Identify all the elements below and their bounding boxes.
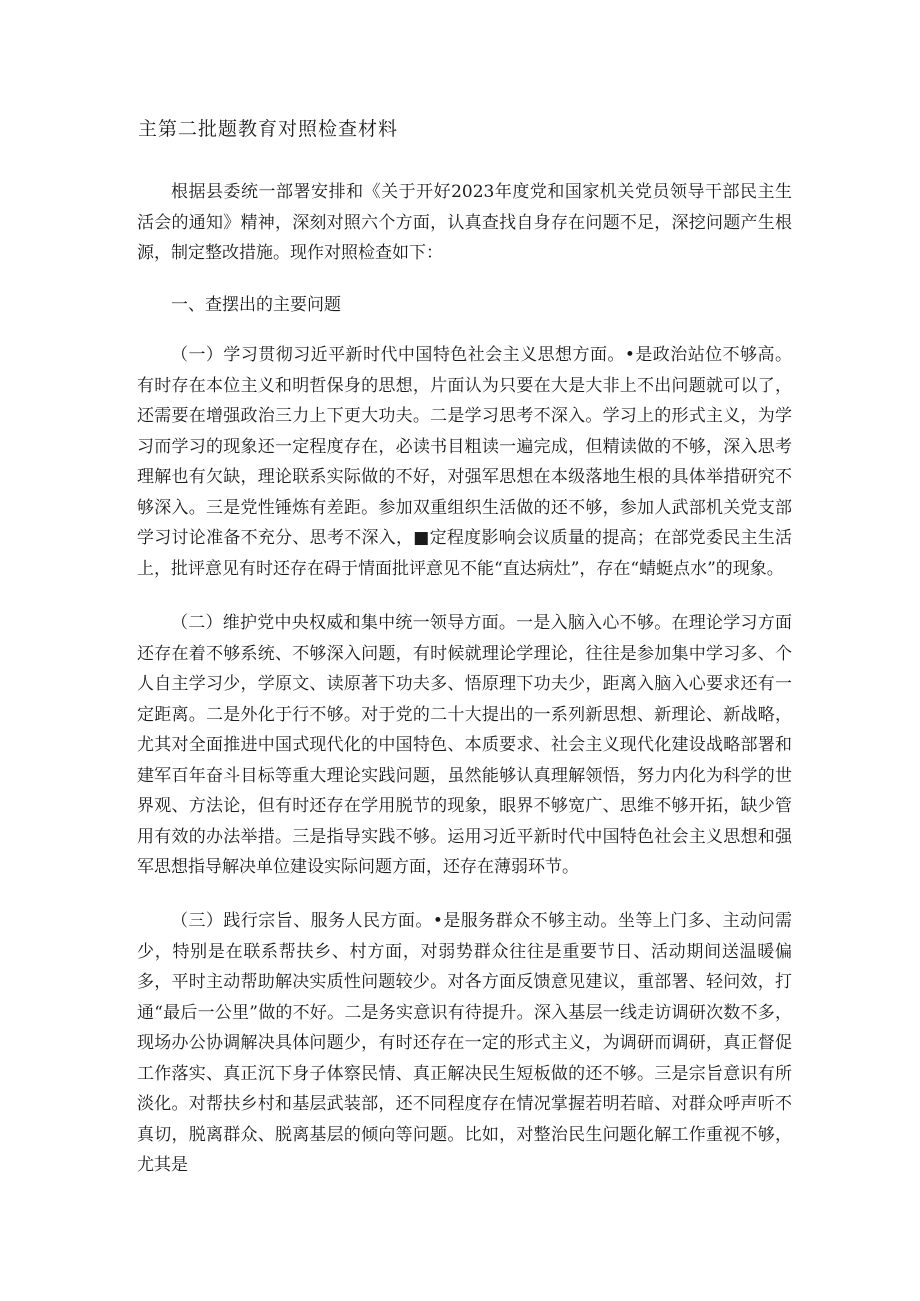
paragraph-party-authority: （二）维护党中央权威和集中统一领导方面。一是入脑入心不够。在理论学习方面还存在着不够系统、不够深入问题，有时候就理论学理论，往往是参加集中学习多、个人自主学习少，学原文、读原著下功夫多、悟原理下功夫少，距离入脑入心要求还有一定距离。二是外化于行不够。对于党的二十大提出的一系列新思想、新理论、新战略，尤其对全面推进中国式现代化的中国特色、本质要求、社会主义现代化建设战略部署和建军百年奋斗目标等重大理论实践问题，虽然能够认真理解领悟，努力内化为科学的世界观、方法论，但有时还存在学用脱节的现象，眼界不够宽广、思维不够开拓，缺少管用有效的办法举措。三是指导实践不够。运用习近平新时代中国特色社会主义思想和强军思想指导解决单位建设实际问题方面，还存在薄弱环节。 [137,613,792,877]
intro-paragraph: 根据县委统一部署安排和《关于开好2023年度党和国家机关党员领导干部民主生活会的通知》精神，深刻对照六个方面，认真查找自身存在问题不足，深挖问题产生根源，制定整改措施。现作对照检查如下： [137,182,792,263]
paragraph-serve-people: （三）践行宗旨、服务人民方面。•是服务群众不够主动。坐等上门多、主动问需少，特别是在联系帮扶乡、村方面，对弱势群众往往是重要节日、活动期间送温暖偏多，平时主动帮助解决实质性问题较少。对各方面反馈意见建议，重部署、轻问效，打通“最后一公里”做的不好。二是务实意识有待提升。深入基层一线走访调研次数不多，现场办公协调解决具体问题少，有时还存在一定的形式主义，为调研而调研，真正督促工作落实、真正沉下身子体察民情、真正解决民生短板做的还不够。三是宗旨意识有所淡化。对帮扶乡村和基层武装部，还不同程度存在情况掌握若明若暗、对群众呼声听不真切，脱离群众、脱离基层的倾向等问题。比如，对整治民生问题化解工作重视不够，尤其是 [137,911,792,1175]
section-heading: 一、查摆出的主要问题 [171,295,341,315]
paragraph-study-thought: （一）学习贯彻习近平新时代中国特色社会主义思想方面。•是政治站位不够高。有时存在本位主义和明哲保身的思想，片面认为只要在大是大非上不出问题就可以了，还需要在增强政治三力上下更大功夫。二是学习思考不深入。学习上的形式主义，为学习而学习的现象还一定程度存在，必读书目粗读一遍完成，但精读做的不够，深入思考理解也有欠缺，理论联系实际做的不好，对强军思想在本级落地生根的具体举措研究不够深入。三是党性锤炼有差距。参加双重组织生活做的还不够，参加人武部机关党支部学习讨论准备不充分、思考不深入，■定程度影响会议质量的提高；在部党委民主生活上，批评意见有时还存在碍于情面批评意见不能“直达病灶”，存在“蜻蜓点水”的现象。 [137,345,792,579]
document-title: 主第二批题教育对照检查材料 [138,118,399,140]
